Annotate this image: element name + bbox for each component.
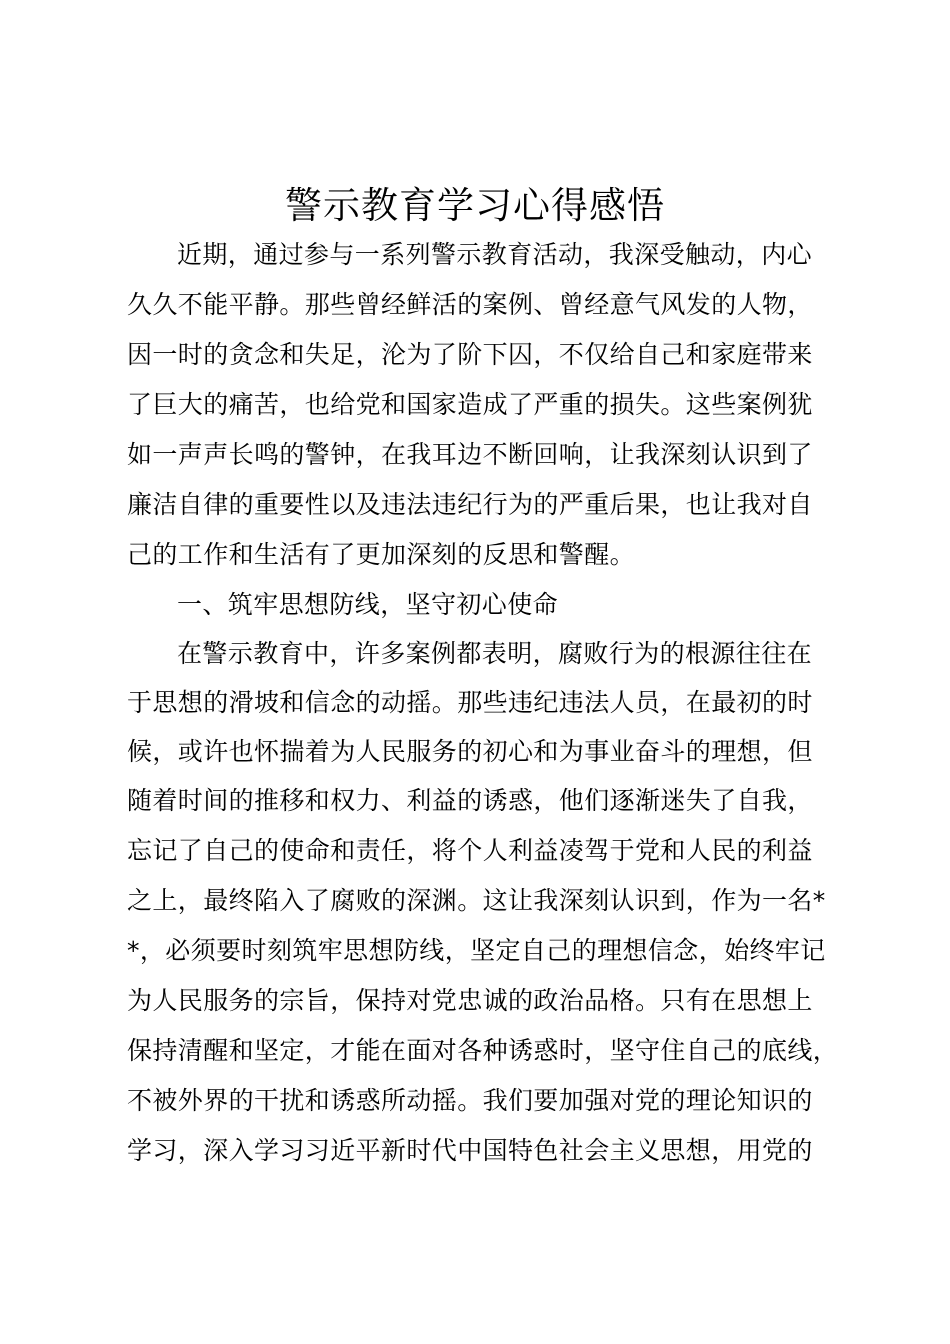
text-line: 因一时的贪念和失足，沦为了阶下囚，不仅给自己和家庭带来 xyxy=(127,340,813,369)
text-line: 保持清醒和坚定，才能在面对各种诱惑时，坚守住自己的底线， xyxy=(127,1036,839,1065)
document-title: 警示教育学习心得感悟 xyxy=(285,184,665,227)
text-line: 于思想的滑坡和信念的动摇。那些违纪违法人员，在最初的时 xyxy=(127,688,813,717)
text-line: 廉洁自律的重要性以及违法违纪行为的严重后果，也让我对自 xyxy=(127,490,813,519)
text-line: 己的工作和生活有了更加深刻的反思和警醒。 xyxy=(127,540,636,569)
text-line: 随着时间的推移和权力、利益的诱惑，他们逐渐迷失了自我， xyxy=(127,786,813,815)
text-line: 不被外界的干扰和诱惑所动摇。我们要加强对党的理论知识的 xyxy=(127,1086,813,1115)
text-line: 了巨大的痛苦，也给党和国家造成了严重的损失。这些案例犹 xyxy=(127,390,813,419)
text-line: 学习，深入学习习近平新时代中国特色社会主义思想，用党的 xyxy=(127,1136,813,1165)
text-line: 候，或许也怀揣着为人民服务的初心和为事业奋斗的理想，但 xyxy=(127,737,813,766)
text-line: 之上，最终陷入了腐败的深渊。这让我深刻认识到，作为一名* xyxy=(127,886,826,915)
section-heading: 一、筑牢思想防线，坚守初心使命 xyxy=(177,590,559,619)
text-line: 在警示教育中，许多案例都表明，腐败行为的根源往往在 xyxy=(177,639,813,668)
text-line: 为人民服务的宗旨，保持对党忠诚的政治品格。只有在思想上 xyxy=(127,986,813,1015)
text-line: 如一声声长鸣的警钟，在我耳边不断回响，让我深刻认识到了 xyxy=(127,440,813,469)
text-line: *，必须要时刻筑牢思想防线，坚定自己的理想信念，始终牢记 xyxy=(127,936,826,965)
text-line: 忘记了自己的使命和责任，将个人利益凌驾于党和人民的利益 xyxy=(127,836,813,865)
text-line: 久久不能平静。那些曾经鲜活的案例、曾经意气风发的人物， xyxy=(127,290,813,319)
text-line: 近期，通过参与一系列警示教育活动，我深受触动，内心 xyxy=(177,240,813,269)
